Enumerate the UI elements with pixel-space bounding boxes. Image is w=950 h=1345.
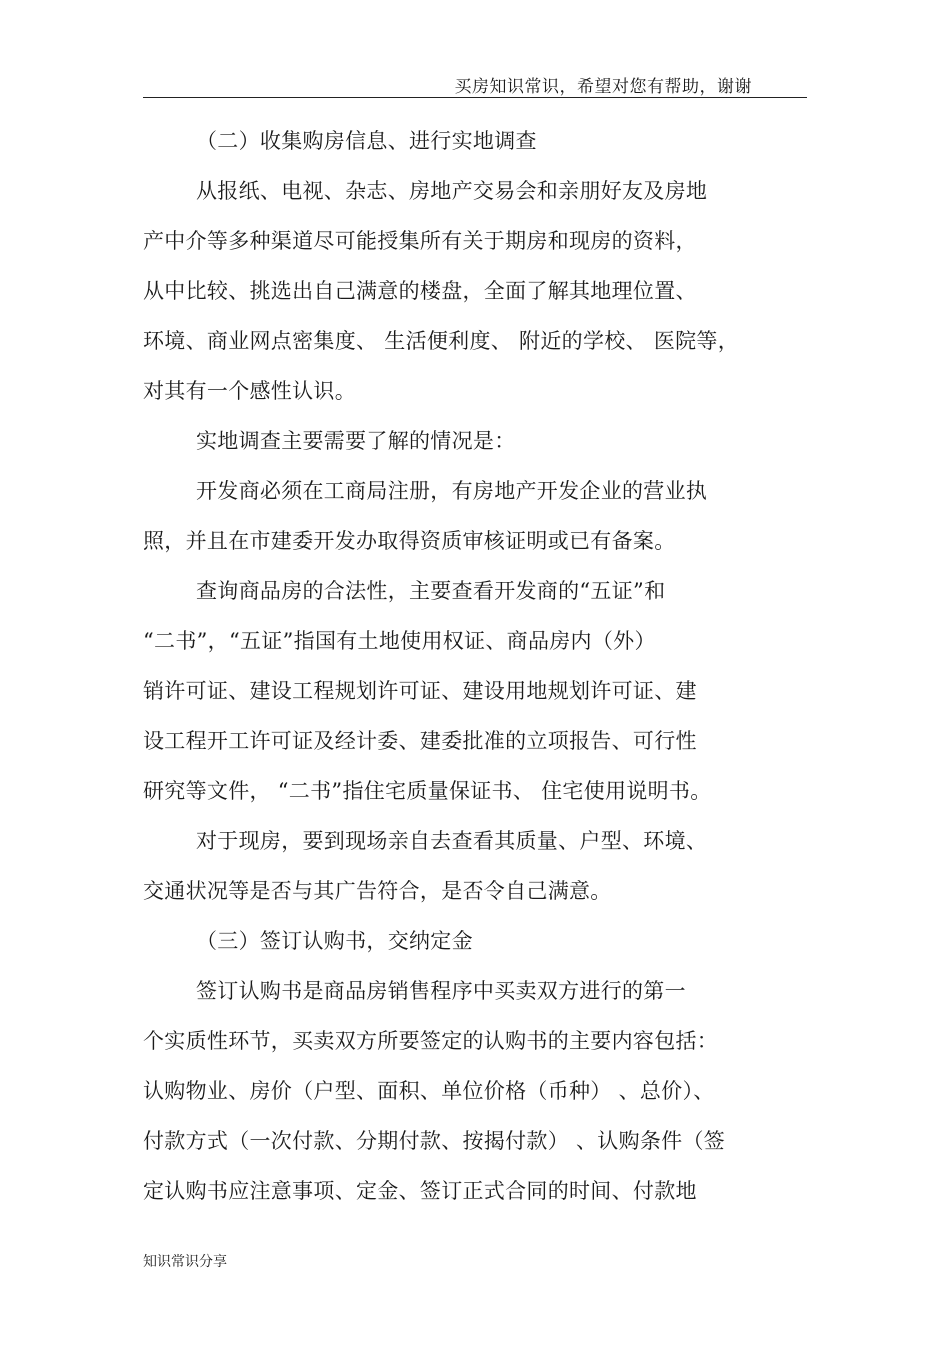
running-header: 买房知识常识，希望对您有帮助，谢谢 <box>454 77 752 97</box>
paragraph-line: 对于现房，要到现场亲自去查看其质量、户型、环境、 <box>196 829 708 853</box>
paragraph-line: 环境、商业网点密集度、 生活便利度、 附近的学校、 医院等， <box>143 329 740 353</box>
paragraph-line: 认购物业、房价（户型、面积、单位价格（币种） 、总价）、 <box>143 1079 715 1103</box>
paragraph-line: 定认购书应注意事项、定金、签订正式合同的时间、付款地 <box>143 1179 697 1203</box>
paragraph-line: “二书”，“五证”指国有土地使用权证、商品房内（外） <box>143 629 656 653</box>
paragraph-line: 签订认购书是商品房销售程序中买卖双方进行的第一 <box>196 979 686 1003</box>
paragraph-line: 对其有一个感性认识。 <box>143 379 356 403</box>
paragraph-line: 销许可证、建设工程规划许可证、建设用地规划许可证、建 <box>143 679 697 703</box>
section-heading: （二）收集购房信息、进行实地调查 <box>196 129 537 153</box>
paragraph-line: 实地调查主要需要了解的情况是： <box>196 429 516 453</box>
paragraph-line: 设工程开工许可证及经计委、建委批准的立项报告、可行性 <box>143 729 697 753</box>
paragraph-line: 交通状况等是否与其广告符合，是否令自己满意。 <box>143 879 612 903</box>
paragraph-line: 个实质性环节，买卖双方所要签定的认购书的主要内容包括： <box>143 1029 719 1053</box>
paragraph-line: 查询商品房的合法性，主要查看开发商的“五证”和 <box>196 579 666 603</box>
paragraph-line: 从中比较、挑选出自己满意的楼盘，全面了解其地理位置、 <box>143 279 697 303</box>
paragraph-line: 从报纸、电视、杂志、房地产交易会和亲朋好友及房地 <box>196 179 708 203</box>
header-rule <box>143 97 807 98</box>
paragraph-line: 付款方式（一次付款、分期付款、按揭付款） 、认购条件（签 <box>143 1129 726 1153</box>
running-footer: 知识常识分享 <box>143 1254 227 1270</box>
paragraph-line: 研究等文件， “二书”指住宅质量保证书、 住宅使用说明书。 <box>143 779 712 803</box>
paragraph-line: 开发商必须在工商局注册，有房地产开发企业的营业执 <box>196 479 708 503</box>
section-heading: （三）签订认购书，交纳定金 <box>196 929 473 953</box>
paragraph-line: 照，并且在市建委开发办取得资质审核证明或已有备案。 <box>143 529 676 553</box>
paragraph-line: 产中介等多种渠道尽可能授集所有关于期房和现房的资料， <box>143 229 697 253</box>
